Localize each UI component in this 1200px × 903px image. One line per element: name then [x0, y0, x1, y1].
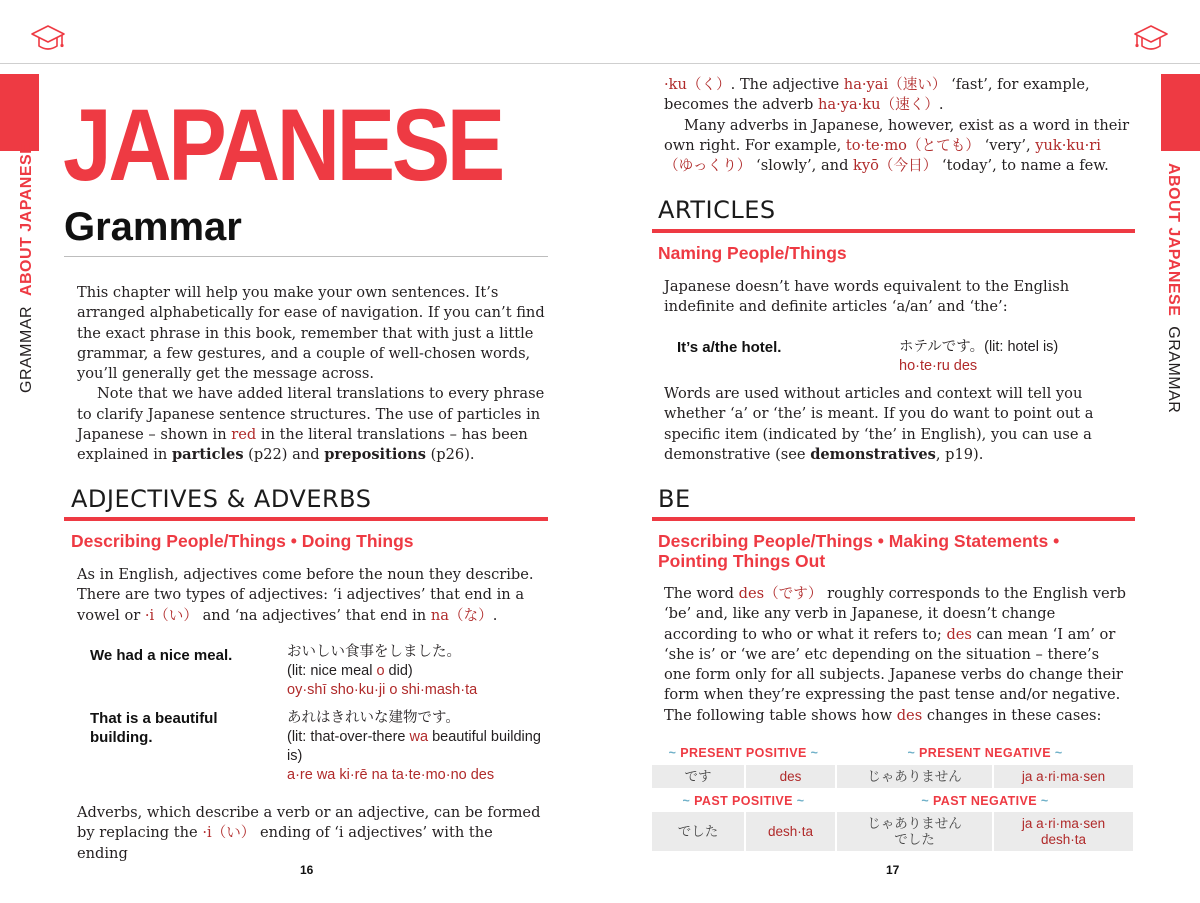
subheading-be: Describing People/Things • Making Statements • Pointing Things Out	[658, 531, 1060, 571]
subheading-adjectives: Describing People/Things • Doing Things	[71, 531, 414, 551]
intro-paragraph-1: This chapter will help you make your own sentences. It’s arranged alphabetically for ease of navigation. If you can’t find the exact phrase in this book, remember that with just a little grammar, a few gestures, and a couple of well-chosen words, you’ll generally get the message across.	[77, 284, 545, 383]
intro-paragraph-2: Note that we have added literal translations to every phrase to clarify Japanese sentence structures. The use of particles in Japanese – shown in red in the literal translations – has been explained in particles (p22) and prepositions (p26).	[77, 385, 545, 464]
adjectives-paragraph: As in English, adjectives come before the noun they describe. There are two types of adjectives: ‘i adjectives’ that end in a vowel or ·i（い） and ‘na adjectives’ that end in na（な）.	[77, 566, 534, 624]
graduation-cap-icon	[30, 22, 66, 56]
table-header-present-positive: ~ PRESENT POSITIVE ~	[668, 746, 819, 760]
section-rule	[652, 229, 1135, 233]
header-rule	[0, 63, 1200, 64]
section-rule	[64, 517, 548, 521]
adverbs-continued: ·ku（く）. The adjective ha·yai（速い） ‘fast’, for example, becomes the adverb ha·ya·ku（速く）. Many adverbs in Japanese, however, exist as a word in their own right. For example, to·te·mo（とても） ‘very’, yuk·ku·ri（ゆっくり） ‘slowly’, and kyō（今日） ‘today’, to name a few.	[664, 76, 1130, 175]
table-cell: desh·ta	[746, 812, 835, 851]
side-label-about: ABOUT JAPANESE	[18, 142, 35, 297]
table-cell: des	[746, 765, 835, 788]
example-english: We had a nice meal.	[90, 647, 233, 664]
side-label-grammar: GRAMMAR	[18, 305, 35, 393]
title-rule	[64, 256, 548, 257]
adverbs-paragraph: Adverbs, which describe a verb or an adjective, can be formed by replacing the ·i（い） ending of ‘i adjectives’ with the ending	[77, 804, 541, 862]
table-cell: じゃありません	[837, 765, 992, 788]
right-side-label	[1162, 163, 1182, 414]
intro-text	[77, 283, 547, 466]
example-literal: (lit: nice meal o did)	[287, 663, 413, 679]
table-cell: です	[652, 765, 744, 788]
section-heading-be: BE	[658, 485, 691, 513]
page-number-left: 16	[300, 863, 314, 877]
right-side-tab	[1161, 74, 1200, 151]
example-english: That is a beautiful building.	[90, 710, 218, 746]
section-heading-articles: ARTICLES	[658, 196, 776, 224]
section-heading-adjectives: ADJECTIVES & ADVERBS	[71, 485, 372, 513]
chapter-title: JAPANESE	[63, 88, 502, 202]
demonstratives-link: demonstratives	[810, 445, 936, 463]
table-header-past-positive: ~ PAST POSITIVE ~	[682, 794, 805, 808]
subheading-articles: Naming People/Things	[658, 243, 847, 263]
table-cell: でした	[652, 812, 744, 851]
articles-paragraph-1: Japanese doesn’t have words equivalent to the English indefinite and definite articles ‘a/an’ and ‘the’:	[664, 278, 1070, 316]
example-romaji: a·re wa ki·rē na ta·te·mo·no des	[287, 767, 495, 783]
example-romaji: oy·shī sho·ku·ji o shi·mash·ta	[287, 682, 478, 698]
table-cell: じゃありません でした	[837, 812, 992, 851]
table-cell: ja a·ri·ma·sen desh·ta	[994, 812, 1133, 851]
be-paragraph: The word des（です） roughly corresponds to the English verb ‘be’ and, like any verb in Japanese, it doesn’t change according to who or what it refers to; des can mean ‘I am’ or ‘she is’ or ‘we are’ etc depending on the situation – there’s one form only for all subjects. Japanese verbs do change their form when they’re expressing the past tense and/or negative. The following table shows how des changes in these cases:	[664, 585, 1126, 724]
particles-link: particles	[171, 446, 244, 464]
example-japanese: あれはきれいな建物です。	[287, 710, 460, 726]
side-label-grammar: GRAMMAR	[1165, 326, 1182, 414]
example-english: It’s a/the hotel.	[677, 339, 782, 356]
prepositions-link: prepositions	[324, 446, 426, 464]
example-translation	[287, 709, 547, 785]
example-literal: (lit: that-over-there wa beautiful building is)	[287, 729, 541, 764]
example-japanese: ホテルです。	[899, 339, 985, 355]
chapter-subtitle: Grammar	[64, 205, 242, 249]
page-number-right: 17	[886, 863, 900, 877]
table-header-present-negative: ~ PRESENT NEGATIVE ~	[907, 746, 1063, 760]
articles-paragraph-2: Words are used without articles and context will tell you whether ‘a’ or ‘the’ is meant. If you do want to point out a specific item (indicated by ‘the’ in English), you can use a demonstrative (see demonstratives, p19).	[664, 385, 1094, 463]
side-label-about: ABOUT JAPANESE	[1165, 163, 1182, 317]
section-rule	[652, 517, 1135, 521]
left-side-label	[18, 142, 38, 393]
table-cell: ja a·ri·ma·sen	[994, 765, 1133, 788]
example-literal: (lit: hotel is)	[984, 339, 1059, 355]
example-translation	[899, 338, 1129, 376]
example-romaji: ho·te·ru des	[899, 358, 978, 374]
example-japanese: おいしい食事をしました。	[287, 644, 461, 660]
example-translation	[287, 643, 547, 700]
graduation-cap-icon	[1133, 22, 1169, 56]
left-side-tab	[0, 74, 39, 151]
table-header-past-negative: ~ PAST NEGATIVE ~	[921, 794, 1049, 808]
